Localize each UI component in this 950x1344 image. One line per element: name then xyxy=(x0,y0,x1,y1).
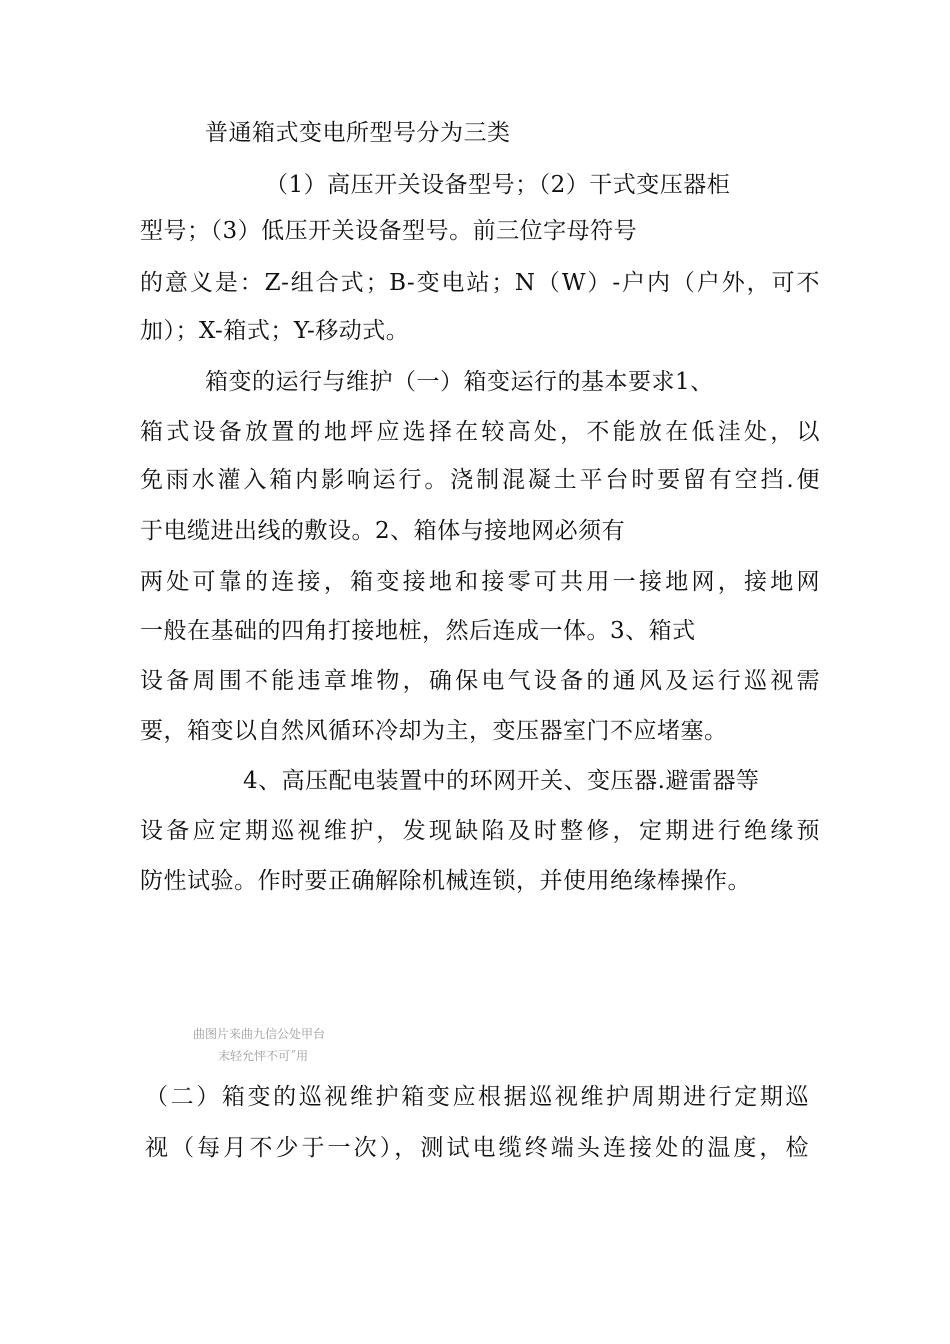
text-line-6: 箱变的运行与维护（一）箱变运行的基本要求1、 xyxy=(205,369,714,395)
text-line-13: 要，箱变以自然风循环冷却为主，变压器室门不应堵塞。 xyxy=(140,718,728,744)
text-line-1: 普通箱式变电所型号分为三类 xyxy=(205,120,511,146)
text-line-3: 型号；（3）低压开关设备型号。前三位字母符号 xyxy=(140,218,638,244)
text-line-18: 视（每月不少于一次），测试电缆终端头连接处的温度，检 xyxy=(145,1135,809,1161)
text-line-4: 的意义是：Z-组合式；B-变电站；N（W）-户内（户外，可不 xyxy=(140,270,820,296)
text-line-2: （1）高压开关设备型号；（2）干式变压器柜 xyxy=(265,172,731,198)
text-line-14: 4、高压配电装置中的环网开关、变压器.避雷器等 xyxy=(243,768,760,794)
text-line-12: 设备周围不能违章堆物，确保电气设备的通风及运行巡视需 xyxy=(140,668,820,694)
text-line-9: 于电缆进出线的敷设。2、箱体与接地网必须有 xyxy=(140,518,626,544)
text-line-16: 防性试验。作时要正确解除机械连锁，并使用绝缘棒操作。 xyxy=(140,868,751,894)
text-line-7: 箱式设备放置的地坪应选择在较高处，不能放在低洼处，以 xyxy=(140,419,820,445)
text-line-17: （二）箱变的巡视维护箱变应根据巡视维护周期进行定期巡 xyxy=(145,1084,809,1110)
watermark-line-1: 曲图片来曲九信公处甲台 xyxy=(193,1027,326,1041)
text-line-10: 两处可靠的连接，箱变接地和接零可共用一接地网，接地网 xyxy=(140,569,820,595)
text-line-11: 一般在基础的四角打接地桩，然后连成一体。3、箱式 xyxy=(140,618,696,644)
text-line-15: 设备应定期巡视维护，发现缺陷及时整修，定期进行绝缘预 xyxy=(140,818,820,844)
text-line-5: 加）；X-箱式；Y-移动式。 xyxy=(140,318,410,344)
watermark-line-2: 末轻允怦不可˝用 xyxy=(218,1049,309,1063)
text-line-8: 免雨水灌入箱内影响运行。浇制混凝土平台时要留有空挡.便 xyxy=(140,467,820,493)
